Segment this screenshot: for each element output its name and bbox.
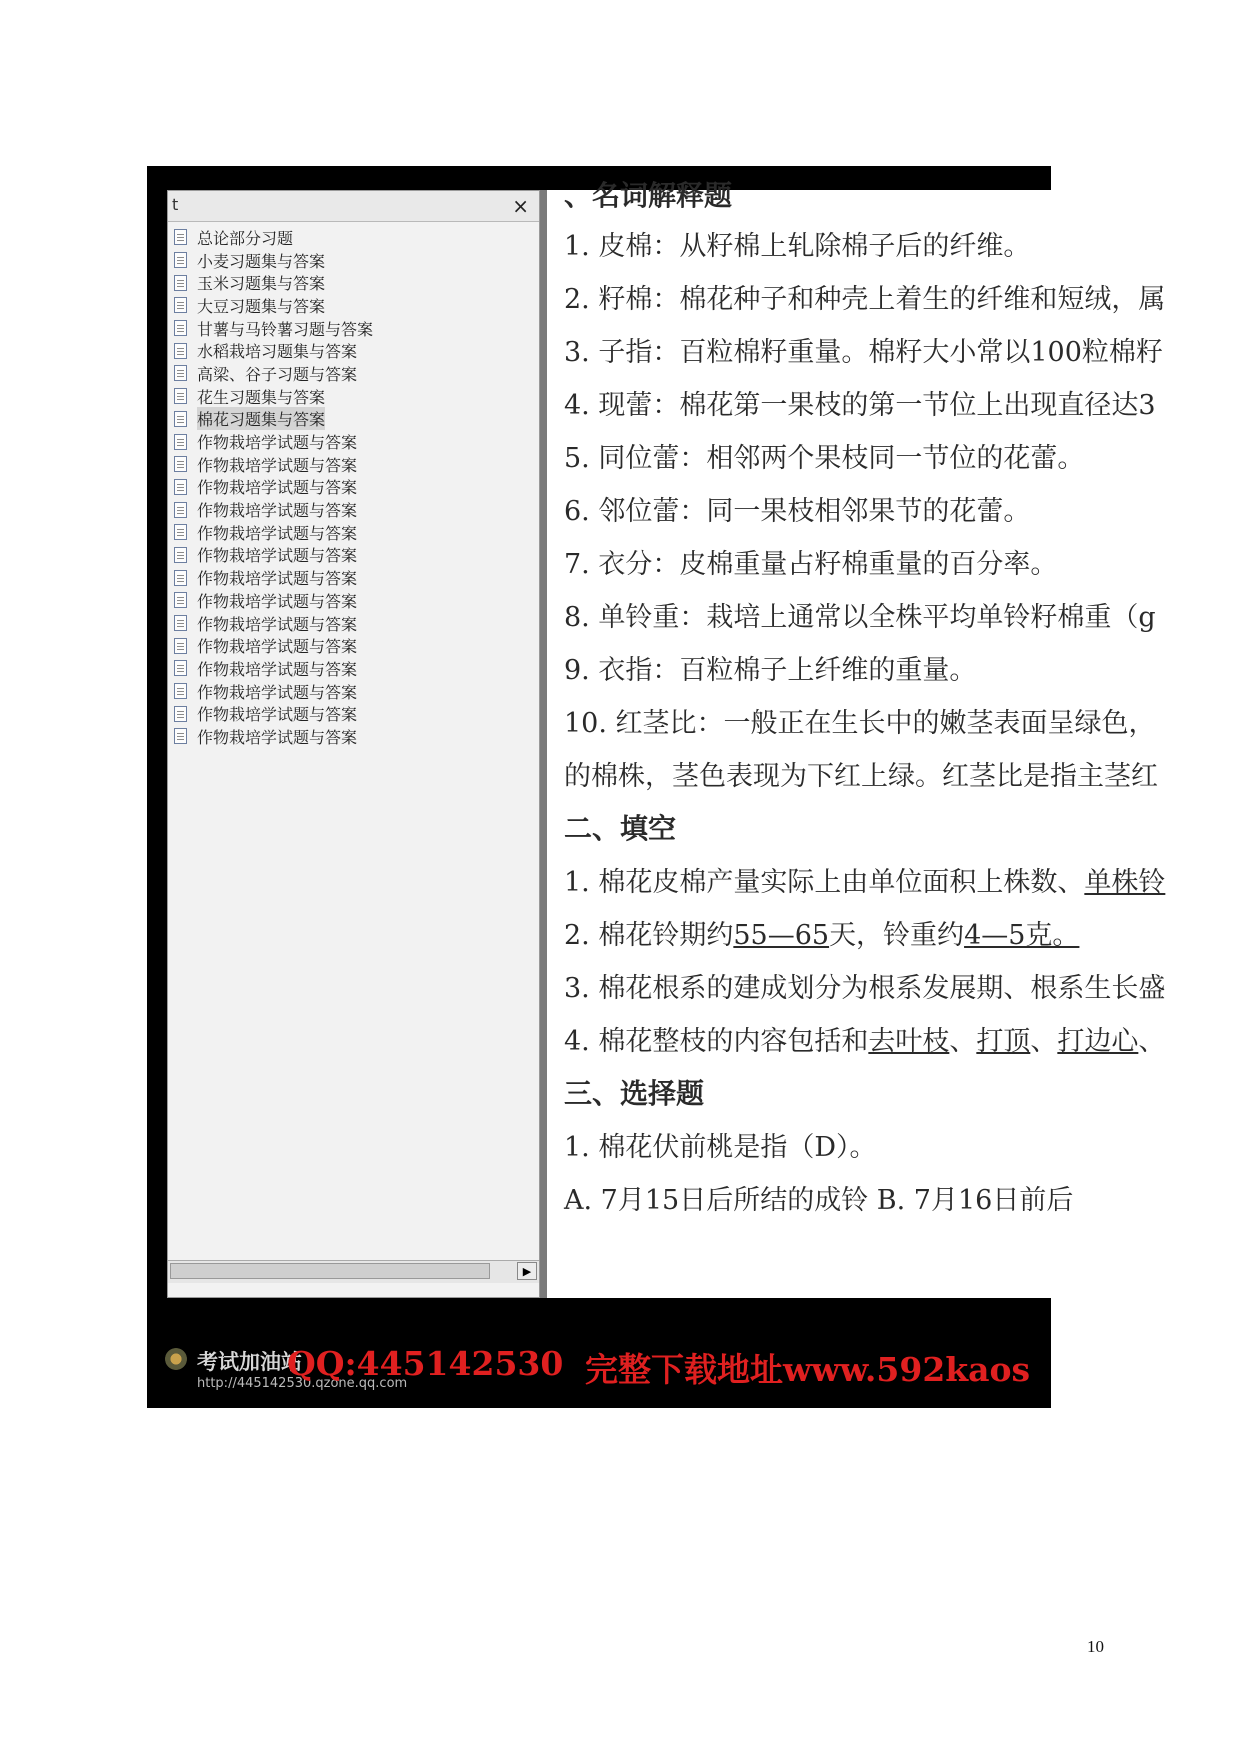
tree-item-label: 作物栽培学试题与答案: [197, 478, 358, 498]
tree-item[interactable]: [174, 589, 539, 612]
document-icon: [174, 297, 187, 313]
fill-1: [564, 860, 1165, 899]
tree-item[interactable]: [174, 249, 539, 272]
tree-item[interactable]: [174, 566, 539, 589]
tree-item-label: 作物栽培学试题与答案: [197, 637, 358, 657]
sidebar-tree: [168, 222, 539, 748]
tree-item[interactable]: [174, 408, 539, 431]
choice-1-options: A. 7月15日后所结的成铃 B. 7月16日前后: [564, 1185, 1074, 1216]
fill-4-answer-a: 去叶枝: [868, 1026, 950, 1057]
document-icon: [174, 411, 187, 427]
fill-4: [564, 1019, 1165, 1058]
document-icon: [174, 502, 187, 518]
fill-2-answer-a: 55—65: [733, 920, 830, 951]
document-icon: [174, 252, 187, 268]
document-icon: [174, 638, 187, 654]
definition-6: 6. 邻位蕾：同一果枝相邻果节的花蕾。: [564, 496, 1031, 527]
document-icon: [174, 479, 187, 495]
document-icon: [174, 547, 187, 563]
tree-item-label: 作物栽培学试题与答案: [197, 569, 358, 589]
tree-item[interactable]: [174, 317, 539, 340]
definition-8: 8. 单铃重：栽培上通常以全株平均单铃籽棉重（g: [564, 602, 1156, 633]
tree-item-label: 作物栽培学试题与答案: [197, 705, 358, 725]
document-icon: [174, 592, 187, 608]
definition-3: 3. 子指：百粒棉籽重量。棉籽大小常以100粒棉籽: [564, 337, 1163, 368]
pane-splitter[interactable]: [540, 190, 547, 1298]
tree-item-label: 作物栽培学试题与答案: [197, 614, 358, 634]
fill-2-text: 2. 棉花铃期约: [564, 920, 734, 951]
definition-7: 7. 衣分：皮棉重量占籽棉重量的百分率。: [564, 549, 1058, 580]
watermark-url: http://445142530.qzone.qq.com: [197, 1376, 408, 1391]
watermark-banner: [147, 1338, 1051, 1408]
tree-item-label: 作物栽培学试题与答案: [197, 727, 358, 747]
tree-item[interactable]: [174, 612, 539, 635]
definition-10-cont: 的棉株，茎色表现为下红上绿。红茎比是指主茎红: [564, 761, 1158, 792]
tree-item[interactable]: [174, 362, 539, 385]
fill-4-text: 4. 棉花整枝的内容包括和: [564, 1026, 869, 1057]
document-icon: [174, 434, 187, 450]
document-icon: [174, 615, 187, 631]
tree-item[interactable]: [174, 271, 539, 294]
fill-4-sep-a: 、: [949, 1026, 977, 1057]
fill-4-sep-c: 、: [1138, 1026, 1166, 1057]
document-icon: [174, 343, 187, 359]
tree-item-label: 小麦习题集与答案: [197, 251, 326, 271]
tree-item[interactable]: [174, 339, 539, 362]
fill-1-text: 1. 棉花皮棉产量实际上由单位面积上株数、: [564, 867, 1085, 898]
tree-item-label: 作物栽培学试题与答案: [197, 501, 358, 521]
document-icon: [174, 524, 187, 540]
fill-2-answer-b: 4—5克。: [964, 920, 1080, 951]
document-viewer: [547, 179, 1166, 1298]
tree-item[interactable]: [174, 385, 539, 408]
horizontal-scrollbar[interactable]: [168, 1260, 539, 1283]
tree-item-label: 作物栽培学试题与答案: [197, 682, 358, 702]
watermark-download: 完整下载地址www.592kaos: [585, 1350, 1031, 1389]
definition-1: 1. 皮棉：从籽棉上轧除棉子后的纤维。: [564, 231, 1031, 262]
fill-2: [564, 913, 1079, 952]
fill-3: 3. 棉花根系的建成划分为根系发展期、根系生长盛: [564, 973, 1166, 1004]
tree-item-label: 作物栽培学试题与答案: [197, 455, 358, 475]
tree-item[interactable]: [174, 294, 539, 317]
tree-item[interactable]: [174, 702, 539, 725]
tree-item-label: 玉米习题集与答案: [197, 274, 326, 294]
tree-item-label: 总论部分习题: [197, 228, 294, 248]
definition-10: 10. 红茎比：一般正在生长中的嫩茎表面呈绿色，: [564, 708, 1156, 739]
tree-item-label: 作物栽培学试题与答案: [197, 659, 358, 679]
fill-4-answer-c: 打边心: [1057, 1026, 1139, 1057]
tree-item[interactable]: [174, 634, 539, 657]
cut-heading: 、名词解释题: [564, 179, 733, 212]
tree-item-label: 花生习题集与答案: [197, 387, 326, 407]
tree-item-label: 作物栽培学试题与答案: [197, 591, 358, 611]
screenshot-image: [147, 166, 1166, 1408]
tree-item[interactable]: [174, 521, 539, 544]
document-icon: [174, 660, 187, 676]
fill-4-sep-b: 、: [1030, 1026, 1058, 1057]
fill-4-answer-b: 打顶: [976, 1026, 1031, 1057]
section-heading-choice: 三、选择题: [564, 1077, 705, 1110]
definition-5: 5. 同位蕾：相邻两个果枝同一节位的花蕾。: [564, 443, 1085, 474]
tree-item[interactable]: [174, 226, 539, 249]
tree-item[interactable]: [174, 725, 539, 748]
definition-2: 2. 籽棉：棉花种子和种壳上着生的纤维和短绒，属: [564, 284, 1166, 315]
scroll-right-icon[interactable]: ▶: [517, 1262, 537, 1280]
watermark-name: 考试加油站: [197, 1350, 302, 1374]
watermark-logo-icon: [165, 1348, 187, 1370]
tree-item-label: 高梁、谷子习题与答案: [197, 364, 358, 384]
page-number: 10: [1087, 1637, 1104, 1656]
fill-2-text-b: 天，铃重约: [829, 920, 965, 951]
fill-1-answer: 单株铃: [1084, 867, 1166, 898]
tree-item-label: 大豆习题集与答案: [197, 296, 326, 316]
document-icon: [174, 320, 187, 336]
tree-item-label: 棉花习题集与答案: [197, 407, 325, 430]
section-heading-fill: 二、填空: [564, 812, 677, 845]
definition-4: 4. 现蕾：棉花第一果枝的第一节位上出现直径达3: [564, 390, 1156, 421]
document-icon: [174, 456, 187, 472]
tree-item-label: 水稻栽培习题集与答案: [197, 342, 358, 362]
tree-item-label: 作物栽培学试题与答案: [197, 523, 358, 543]
sidebar-header: [168, 191, 539, 222]
tree-item-label: 甘薯与马铃薯习题与答案: [197, 319, 374, 339]
definition-9: 9. 衣指：百粒棉子上纤维的重量。: [564, 655, 977, 686]
watermark-qq: QQ:445142530: [287, 1344, 564, 1383]
document-icon: [174, 388, 187, 404]
document-icon: [174, 683, 187, 699]
choice-1: 1. 棉花伏前桃是指（D）。: [564, 1132, 877, 1163]
tree-item-label: 作物栽培学试题与答案: [197, 433, 358, 453]
document-icon: [174, 570, 187, 586]
tree-item-label: 作物栽培学试题与答案: [197, 546, 358, 566]
sidebar-panel: [167, 190, 540, 1298]
tree-item[interactable]: [174, 476, 539, 499]
document-icon: [174, 229, 187, 245]
tree-item[interactable]: [174, 498, 539, 521]
tree-item[interactable]: [174, 453, 539, 476]
document-icon: [174, 365, 187, 381]
tree-item[interactable]: [174, 544, 539, 567]
scrollbar-thumb[interactable]: [170, 1263, 490, 1279]
close-icon[interactable]: ×: [512, 194, 529, 218]
tree-item[interactable]: [174, 657, 539, 680]
sidebar-header-text: t: [172, 195, 179, 214]
document-icon: [174, 728, 187, 744]
tree-item[interactable]: [174, 430, 539, 453]
document-icon: [174, 275, 187, 291]
tree-item[interactable]: [174, 680, 539, 703]
document-icon: [174, 706, 187, 722]
